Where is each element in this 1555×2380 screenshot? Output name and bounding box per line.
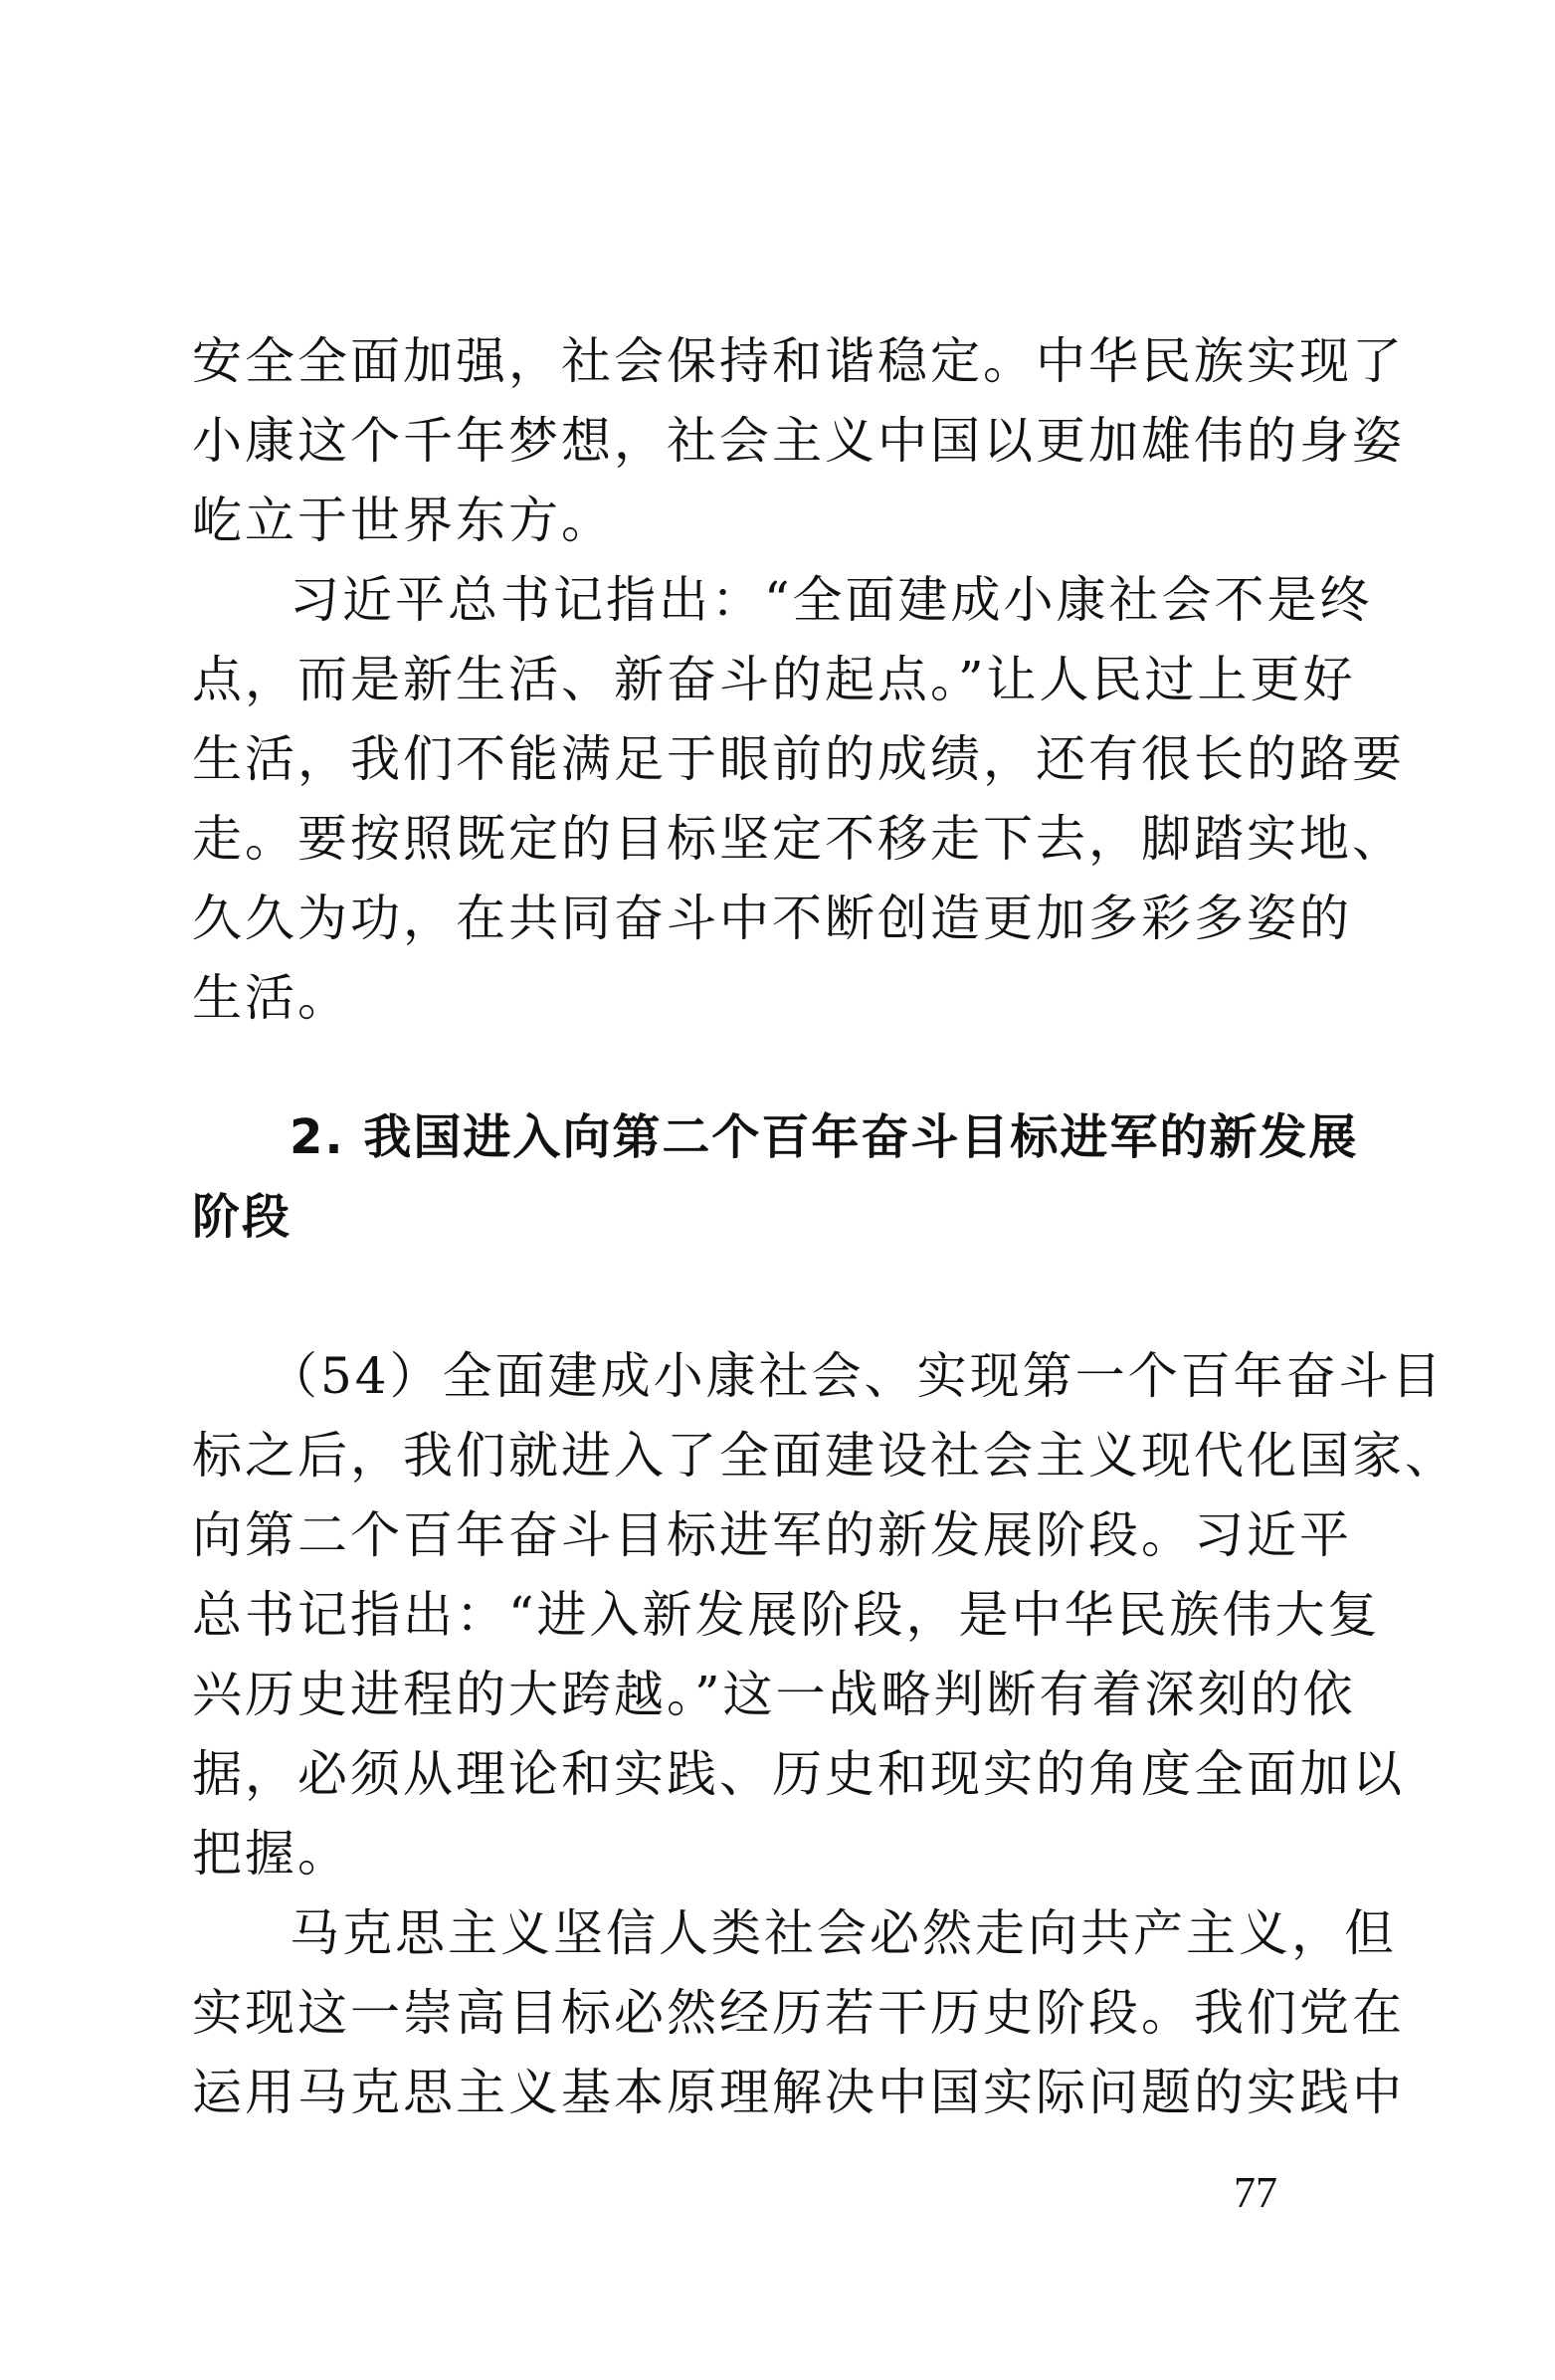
text-line: 把握。 xyxy=(192,1825,350,1883)
page-number: 77 xyxy=(1234,2168,1277,2217)
text-line: （54）全面建成小康社会、实现第一个百年奋斗目 xyxy=(268,1347,1445,1405)
text-line: 总书记指出：“进入新发展阶段，是中华民族伟大复 xyxy=(192,1586,1381,1644)
text-line: 生活。 xyxy=(192,969,350,1027)
text-line: 实现这一崇高目标必然经历若干历史阶段。我们党在 xyxy=(192,1984,1405,2042)
text-line: 久久为功，在共同奋斗中不断创造更加多彩多姿的 xyxy=(192,890,1352,947)
text-line: 兴历史进程的大跨越。”这一战略判断有着深刻的依 xyxy=(192,1666,1356,1723)
text-line: 标之后，我们就进入了全面建设社会主义现代化国家、 xyxy=(192,1427,1458,1485)
text-line: 屹立于世界东方。 xyxy=(192,492,614,549)
heading-line: 阶段 xyxy=(192,1189,292,1245)
heading-line: 2. 我国进入向第二个百年奋斗目标进军的新发展 xyxy=(290,1109,1359,1165)
text-line: 习近平总书记指出：“全面建成小康社会不是终 xyxy=(290,571,1373,629)
text-line: 安全全面加强，社会保持和谐稳定。中华民族实现了 xyxy=(192,332,1405,390)
text-line: 据，必须从理论和实践、历史和现实的角度全面加以 xyxy=(192,1745,1405,1803)
text-line: 向第二个百年奋斗目标进军的新发展阶段。习近平 xyxy=(192,1506,1352,1564)
text-line: 生活，我们不能满足于眼前的成绩，还有很长的路要 xyxy=(192,730,1405,788)
text-line: 小康这个千年梦想，社会主义中国以更加雄伟的身姿 xyxy=(192,412,1405,470)
text-line: 马克思主义坚信人类社会必然走向共产主义，但 xyxy=(290,1904,1397,1962)
text-line: 点，而是新生活、新奋斗的起点。”让人民过上更好 xyxy=(192,651,1356,708)
text-line: 走。要按照既定的目标坚定不移走下去，脚踏实地、 xyxy=(192,810,1405,868)
text-line: 运用马克思主义基本原理解决中国实际问题的实践中 xyxy=(192,2064,1405,2121)
